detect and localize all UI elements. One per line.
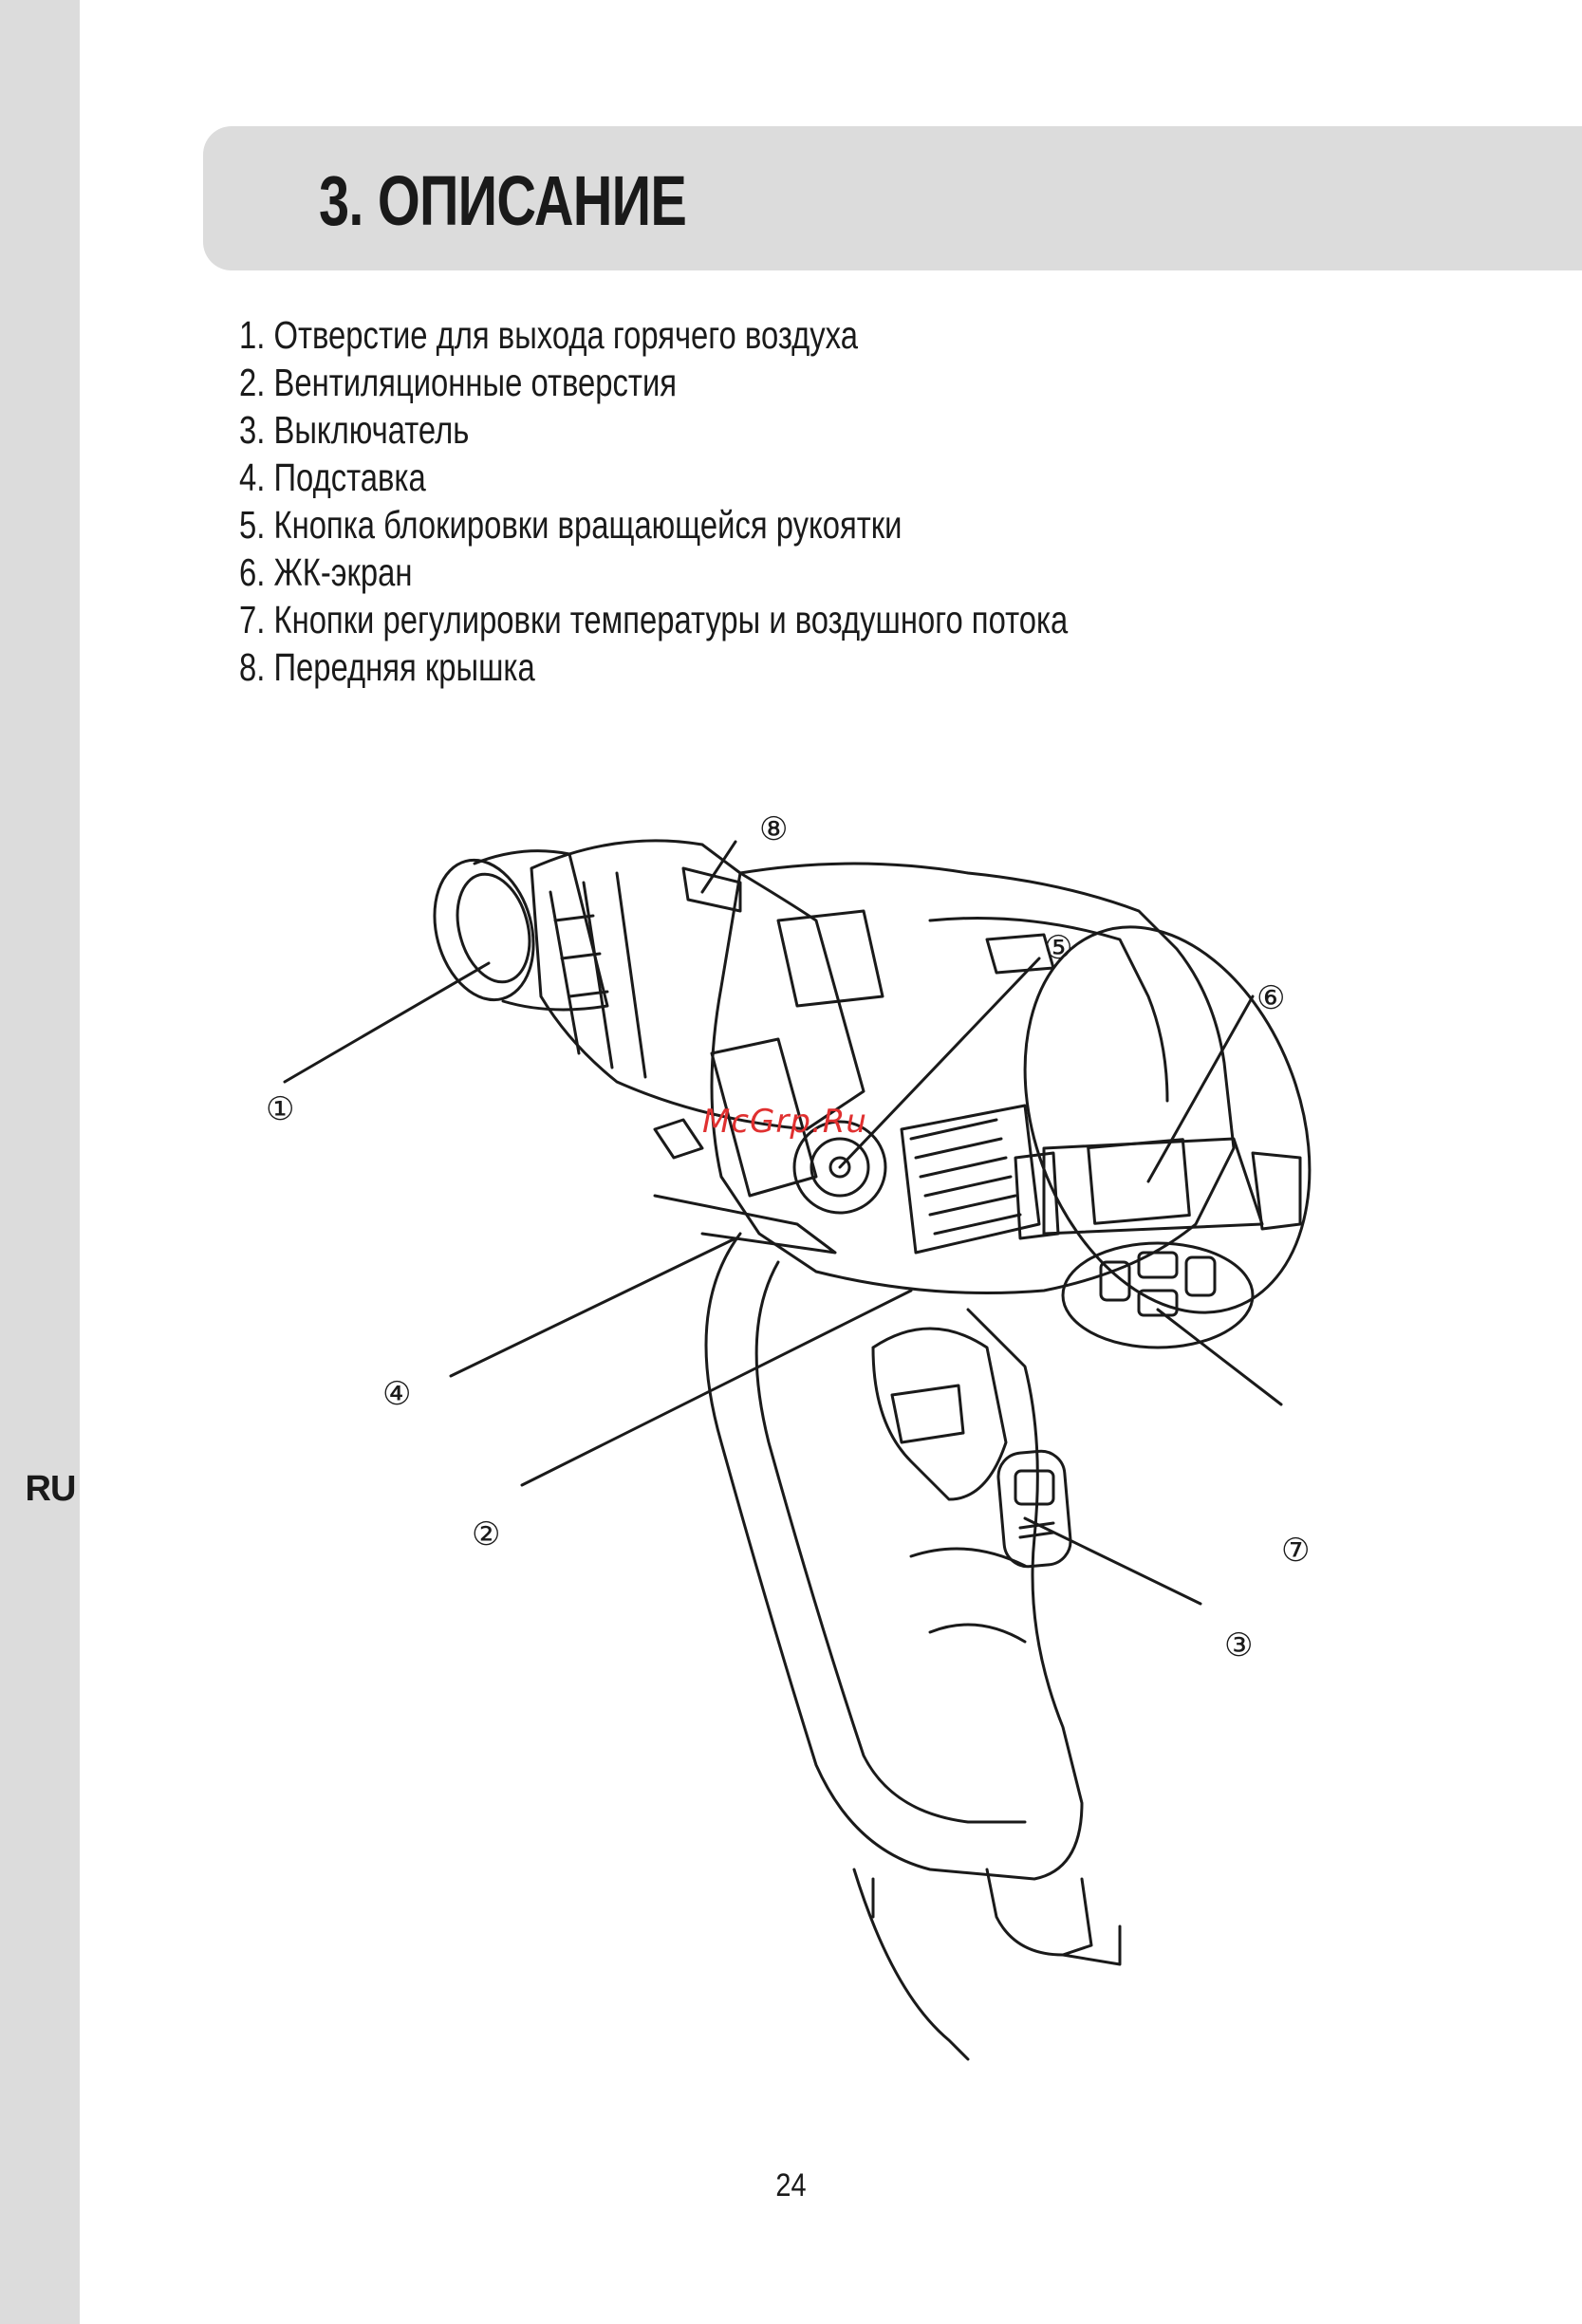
callout-7: ⑦ <box>1281 1532 1311 1570</box>
legend-item: 1. Отверстие для выхода горячего воздуха <box>239 313 858 357</box>
section-title: 3. ОПИСАНИЕ <box>319 161 687 240</box>
legend-item: 4. Подставка <box>239 456 426 499</box>
legend-item: 2. Вентиляционные отверстия <box>239 361 678 404</box>
leader-line-1 <box>285 963 489 1082</box>
callout-1: ① <box>266 1090 295 1128</box>
leader-line-3 <box>1025 1518 1200 1604</box>
parts-legend <box>239 311 1275 691</box>
callout-6: ⑥ <box>1256 979 1286 1017</box>
legend-item: 5. Кнопка блокировки вращающейся рукоятки <box>239 503 903 547</box>
legend-item: 6. ЖК-экран <box>239 550 413 594</box>
legend-item: 3. Выключатель <box>239 408 470 452</box>
callout-8: ⑧ <box>759 810 789 848</box>
section-title-bar <box>203 126 1582 270</box>
language-label: RU <box>25 1469 76 1509</box>
callout-5: ⑤ <box>1044 929 1073 967</box>
callout-2: ② <box>472 1515 501 1553</box>
handle-drawing <box>706 1234 1120 2059</box>
callout-3: ③ <box>1224 1627 1254 1664</box>
watermark: McGrp.Ru <box>702 1103 867 1141</box>
legend-item: 7. Кнопки регулировки температуры и воздушного потока <box>239 598 1069 641</box>
leader-line-4 <box>451 1238 735 1376</box>
leader-line-2 <box>522 1291 911 1485</box>
callout-4: ④ <box>382 1375 412 1413</box>
leader-line-7 <box>1158 1310 1281 1404</box>
front-cover-drawing <box>531 841 864 1129</box>
heat-gun-diagram <box>209 778 1329 2088</box>
language-side-tab <box>0 0 80 2324</box>
leader-line-5 <box>840 958 1039 1167</box>
page-number: 24 <box>775 2167 807 2203</box>
leader-line-6 <box>1148 996 1253 1181</box>
legend-item: 8. Передняя крышка <box>239 645 535 689</box>
